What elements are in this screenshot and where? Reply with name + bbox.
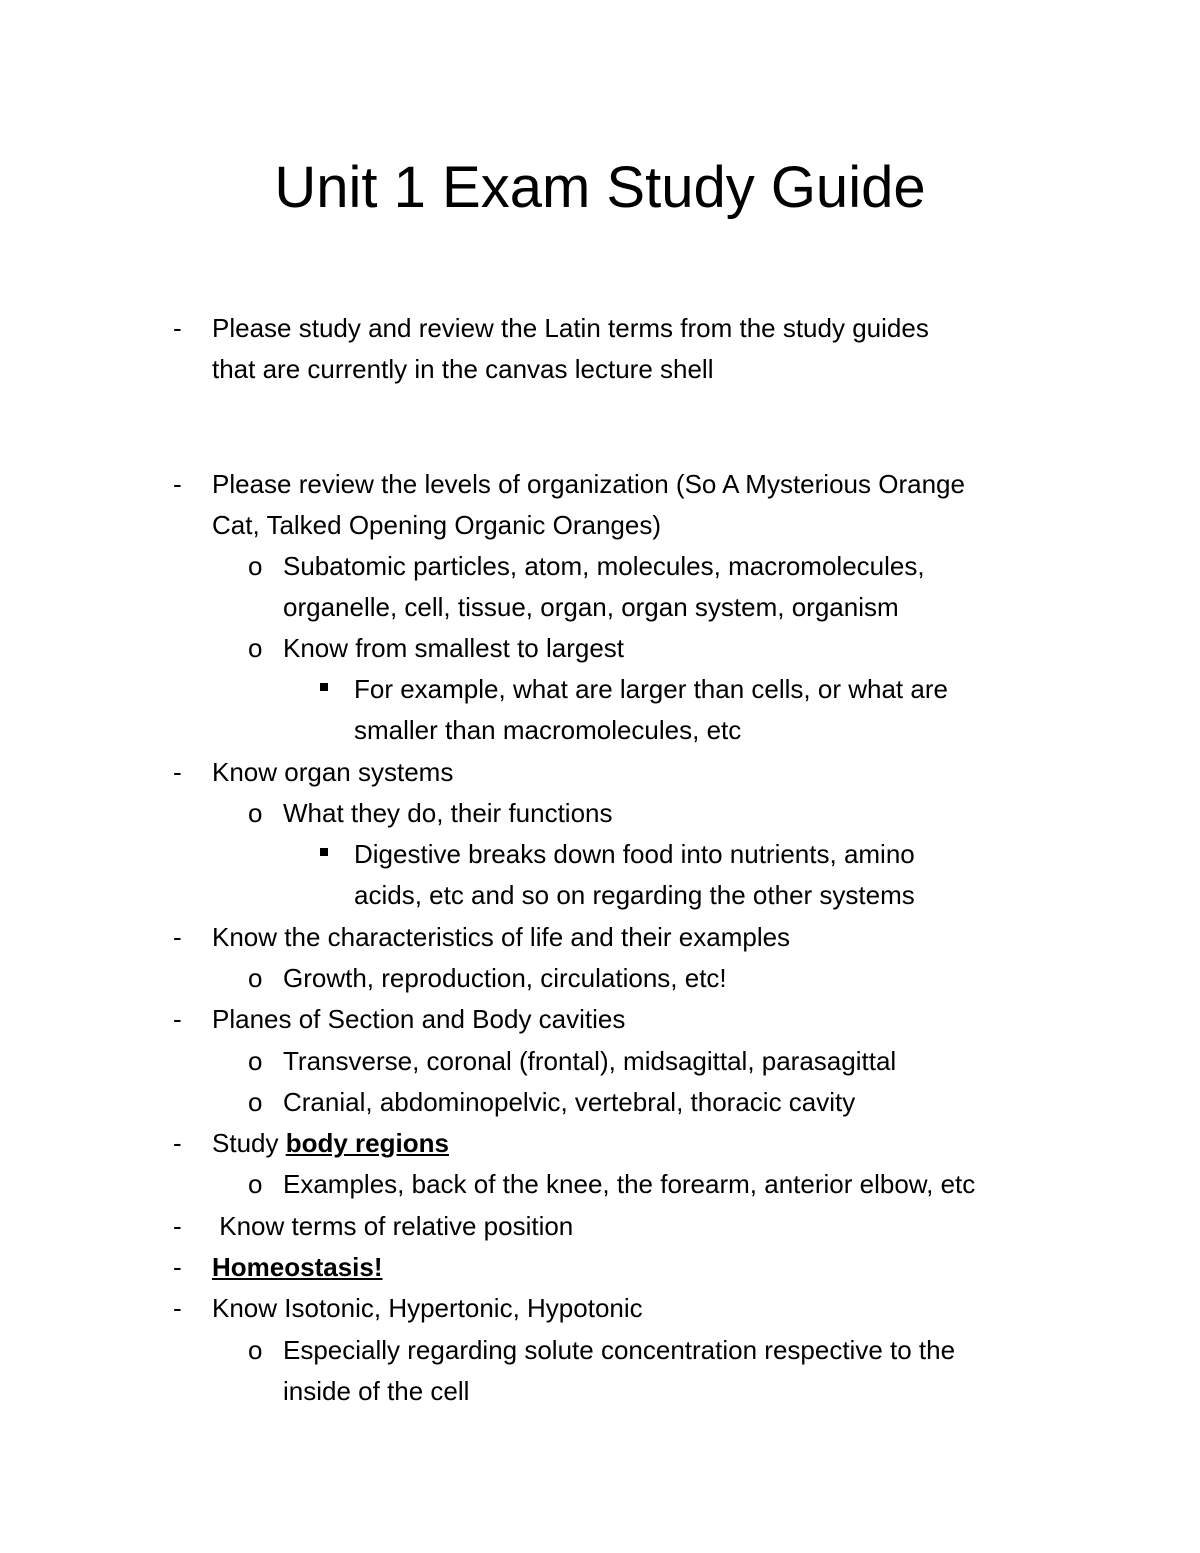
list-item-homeostasis: Homeostasis! bbox=[212, 1252, 383, 1282]
sub-item-solute-line2: inside of the cell bbox=[283, 1376, 470, 1406]
sub-item-smallest-largest: Know from smallest to largest bbox=[283, 633, 625, 663]
dash-bullet: - bbox=[173, 1211, 182, 1241]
sub-item-functions: What they do, their functions bbox=[283, 798, 613, 828]
square-bullet bbox=[320, 683, 328, 691]
circle-bullet: o bbox=[248, 1169, 263, 1199]
dash-bullet: - bbox=[173, 1004, 182, 1034]
list-item-levels-line2: Cat, Talked Opening Organic Oranges) bbox=[212, 510, 661, 540]
circle-bullet: o bbox=[248, 1046, 263, 1076]
list-item-planes: Planes of Section and Body cavities bbox=[212, 1004, 626, 1034]
dash-bullet: - bbox=[173, 313, 182, 343]
list-item-levels-line1: Please review the levels of organization (So A Mysterious Orange bbox=[212, 469, 965, 499]
sub-sub-item-example-line1: For example, what are larger than cells, or what are bbox=[354, 674, 948, 704]
sub-item-planes-list: Transverse, coronal (frontal), midsagittal, parasagittal bbox=[283, 1046, 897, 1076]
sub-item-regions-examples: Examples, back of the knee, the forearm, anterior elbow, etc bbox=[283, 1169, 976, 1199]
sub-item-levels-list-line1: Subatomic particles, atom, molecules, macromolecules, bbox=[283, 551, 925, 581]
square-bullet bbox=[320, 848, 328, 856]
sub-item-cavities-list: Cranial, abdominopelvic, vertebral, thoracic cavity bbox=[283, 1087, 856, 1117]
circle-bullet: o bbox=[248, 798, 263, 828]
list-item-latin-line2: that are currently in the canvas lecture shell bbox=[212, 354, 714, 384]
list-item-characteristics: Know the characteristics of life and their examples bbox=[212, 922, 791, 952]
sub-sub-item-digestive-line1: Digestive breaks down food into nutrients, amino bbox=[354, 839, 915, 869]
circle-bullet: o bbox=[248, 1087, 263, 1117]
sub-sub-item-digestive-line2: acids, etc and so on regarding the other systems bbox=[354, 880, 915, 910]
list-item-relative-position: Know terms of relative position bbox=[212, 1211, 574, 1241]
sub-item-solute-line1: Especially regarding solute concentration respective to the bbox=[283, 1335, 956, 1365]
page-title: Unit 1 Exam Study Guide bbox=[274, 155, 926, 220]
sub-item-growth: Growth, reproduction, circulations, etc! bbox=[283, 963, 727, 993]
sub-item-levels-list-line2: organelle, cell, tissue, organ, organ system, organism bbox=[283, 592, 899, 622]
dash-bullet: - bbox=[173, 1293, 182, 1323]
circle-bullet: o bbox=[248, 551, 263, 581]
dash-bullet: - bbox=[173, 922, 182, 952]
dash-bullet: - bbox=[173, 1252, 182, 1282]
list-item-tonicity: Know Isotonic, Hypertonic, Hypotonic bbox=[212, 1293, 643, 1323]
dash-bullet: - bbox=[173, 1128, 182, 1158]
dash-bullet: - bbox=[173, 469, 182, 499]
sub-sub-item-example-line2: smaller than macromolecules, etc bbox=[354, 715, 742, 745]
list-item-body-regions bbox=[212, 1123, 449, 1164]
list-item-latin-line1: Please study and review the Latin terms from the study guides bbox=[212, 313, 929, 343]
circle-bullet: o bbox=[248, 963, 263, 993]
circle-bullet: o bbox=[248, 633, 263, 663]
body-regions-emphasis: body regions bbox=[285, 1128, 449, 1158]
circle-bullet: o bbox=[248, 1335, 263, 1365]
list-item-organ-systems: Know organ systems bbox=[212, 757, 454, 787]
dash-bullet: - bbox=[173, 757, 182, 787]
body-regions-prefix: Study bbox=[212, 1128, 286, 1158]
